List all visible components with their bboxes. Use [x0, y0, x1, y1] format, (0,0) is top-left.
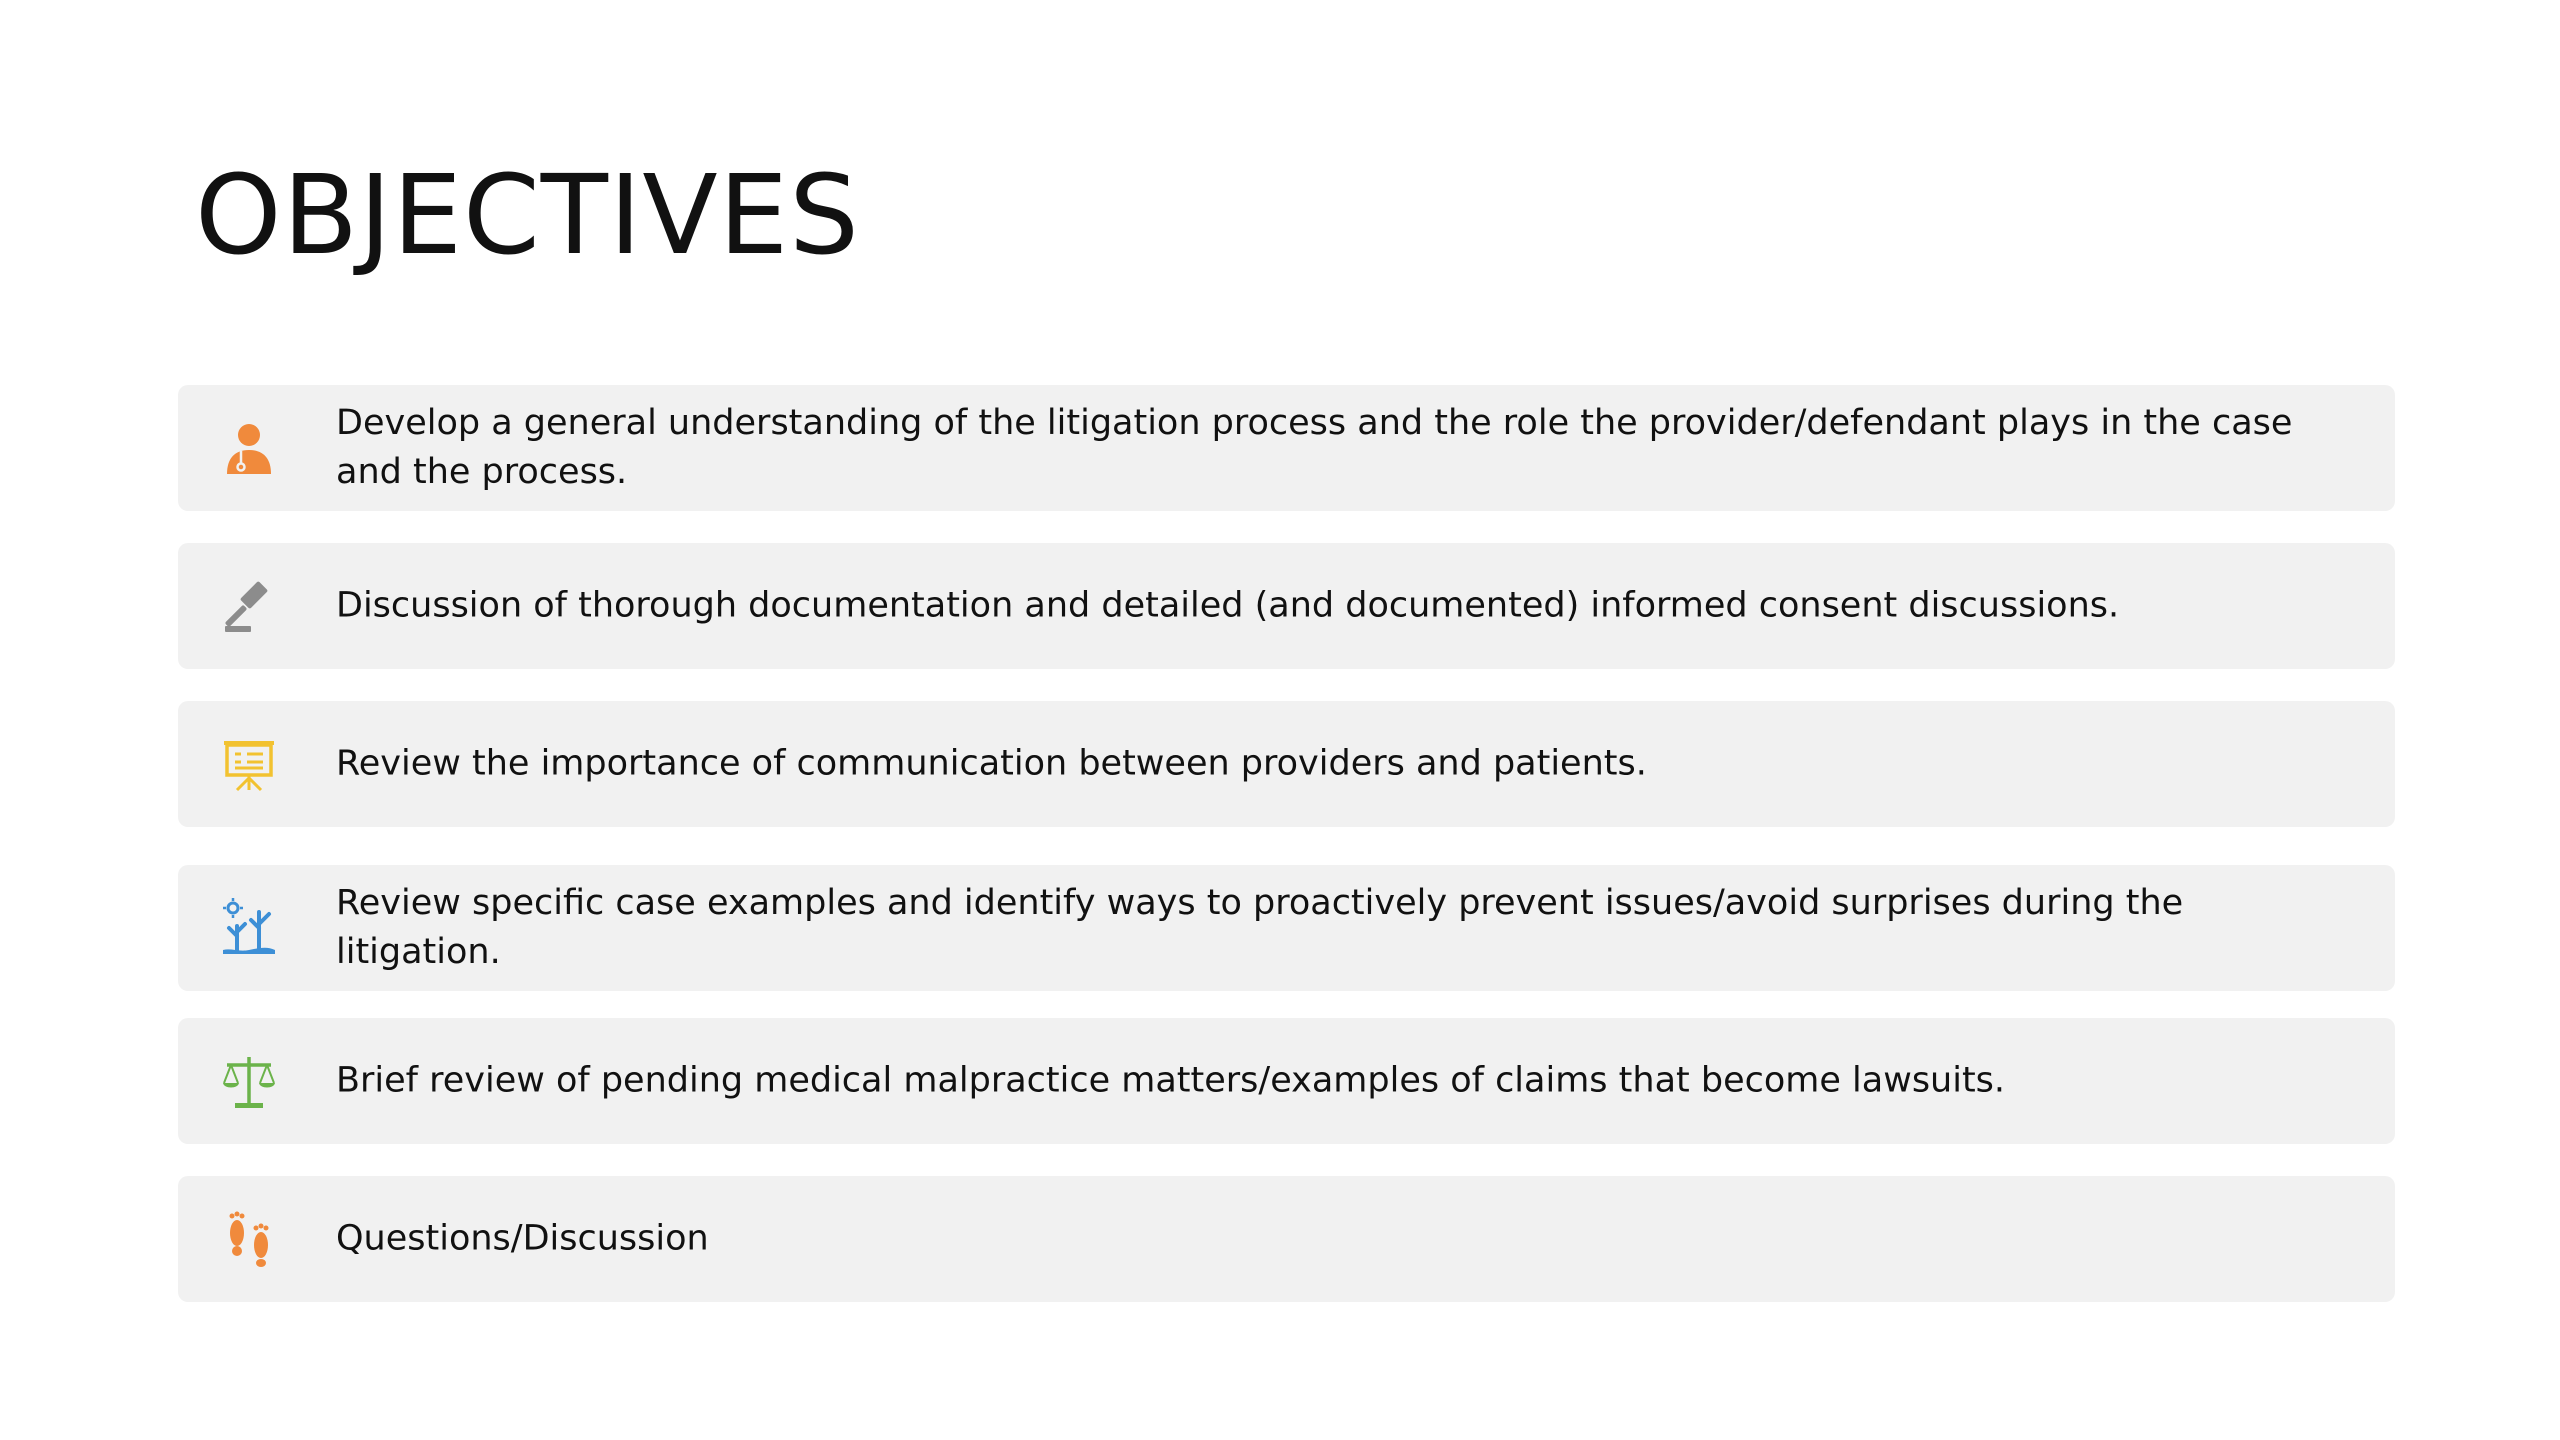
presentation-board-icon: [219, 734, 279, 794]
objective-item: [178, 701, 2395, 827]
gavel-icon: [219, 576, 279, 636]
objective-item: [178, 543, 2395, 669]
objective-text: Develop a general understanding of the litigation process and the role the provider/defendant plays in the case and the process.: [336, 403, 2293, 492]
objective-text: Review the importance of communication between providers and patients.: [336, 743, 1647, 784]
doctor-icon: [219, 418, 279, 478]
objective-text: Discussion of thorough documentation and detailed (and documented) informed consent discussions.: [336, 585, 2120, 626]
footprints-icon: [219, 1209, 279, 1269]
objective-item: [178, 865, 2395, 991]
objective-text: Brief review of pending medical malpractice matters/examples of claims that become lawsuits.: [336, 1060, 2006, 1101]
objective-text: Questions/Discussion: [336, 1218, 709, 1259]
coral-reef-icon: [219, 898, 279, 958]
objective-item: [178, 1018, 2395, 1144]
scales-of-justice-icon: [219, 1051, 279, 1111]
objective-item: [178, 1176, 2395, 1302]
slide-title: OBJECTIVES: [195, 151, 861, 279]
objective-item: [178, 385, 2395, 511]
objective-text: Review specific case examples and identify ways to proactively prevent issues/avoid surprises during the litigation.: [336, 883, 2184, 972]
